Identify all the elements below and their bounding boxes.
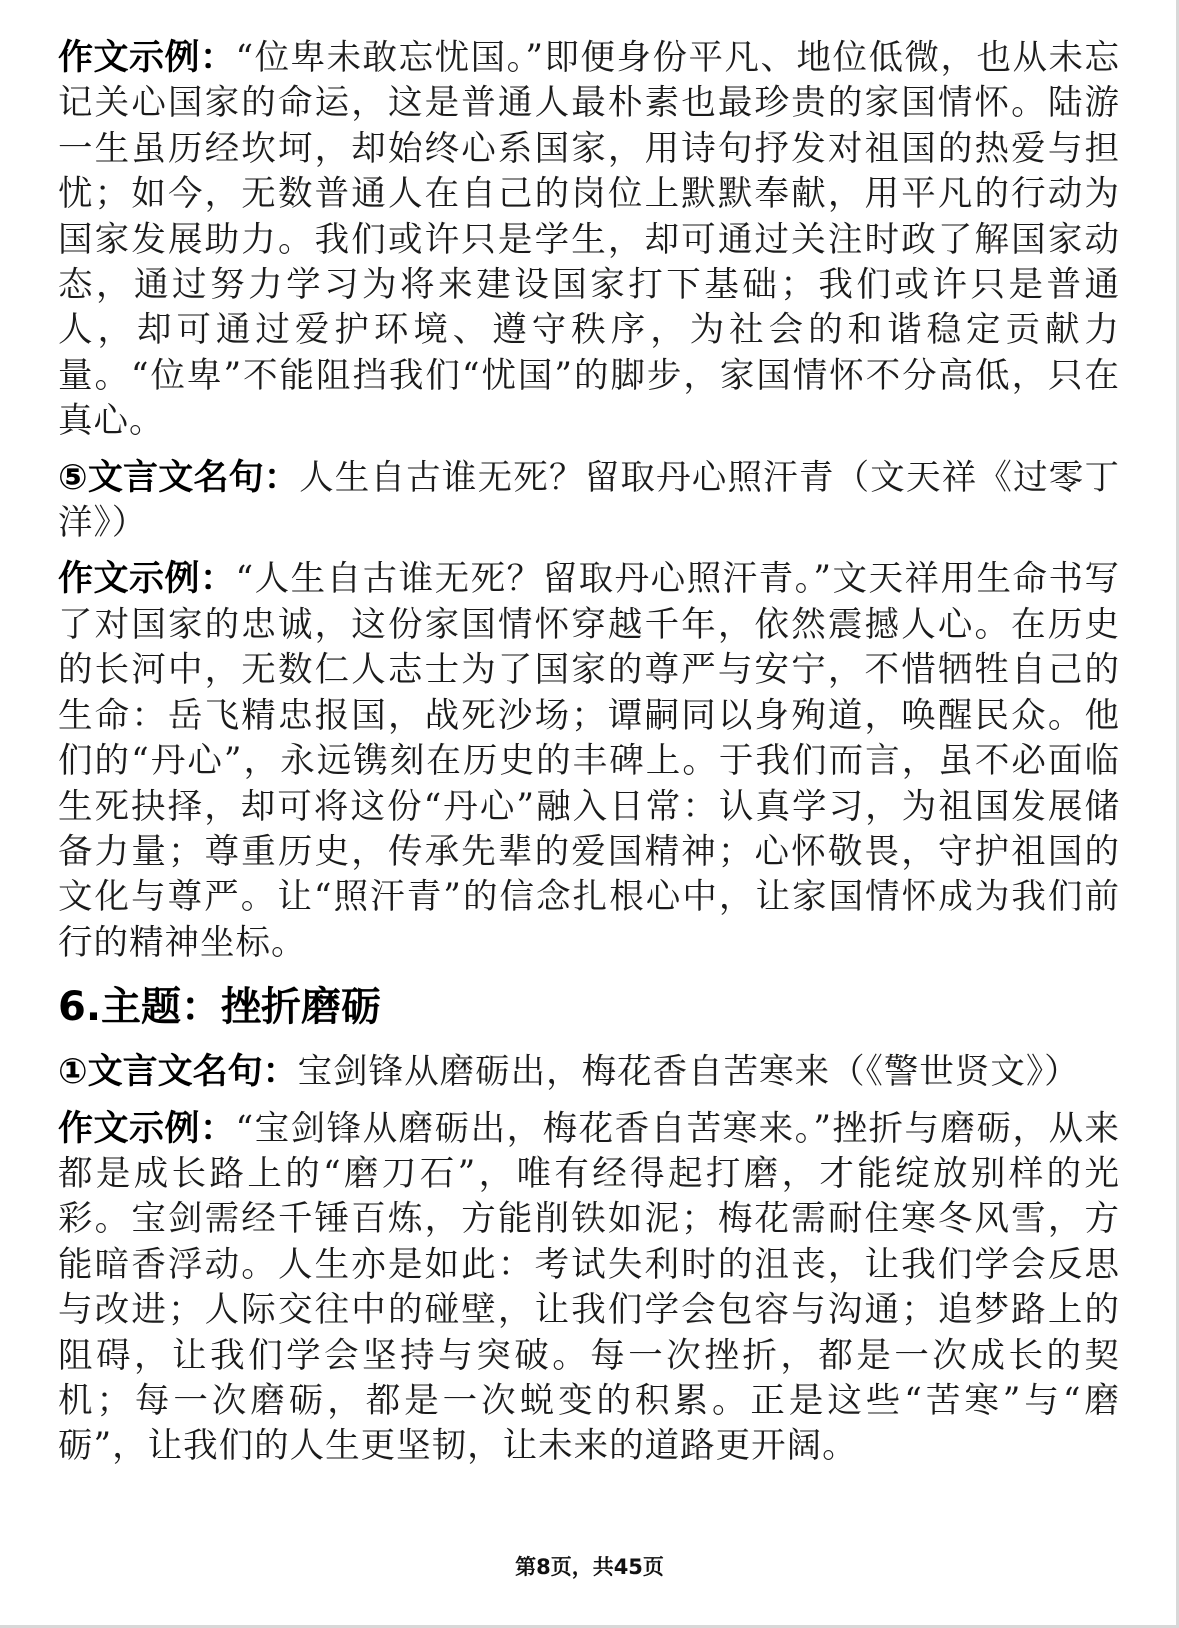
classical-quote-label: ⑤文言文名句： (58, 457, 300, 498)
essay-example-label: 作文示例： (58, 559, 236, 600)
essay-example-paragraph (58, 1107, 1120, 1470)
essay-example-label: 作文示例： (58, 1108, 236, 1149)
essay-example-paragraph (58, 36, 1120, 445)
essay-example-text: “宝剑锋从磨砺出，梅花香自苦寒来。”挫折与磨砺，从来都是成长路上的“磨刀石”，唯有经得起打磨，才能绽放别样的光彩。宝剑需经千锤百炼，方能削铁如泥；梅花需耐住寒冬风雪，方能暗香浮动。人生亦是如此：考试失利时的沮丧，让我们学会反思与改进；人际交往中的碰壁，让我们学会包容与沟通；追梦路上的阻碍，让我们学会坚持与突破。每一次挫折，都是一次成长的契机；每一次磨砺，都是一次蜕变的积累。正是这些“苦寒”与“磨砺”，让我们的人生更坚韧，让未来的道路更开阔。 (58, 1108, 1120, 1467)
essay-example-label: 作文示例： (58, 38, 236, 78)
classical-quote-text: 宝剑锋从磨砺出，梅花香自苦寒来（《警世贤文》） (297, 1052, 1080, 1093)
classical-quote-paragraph (58, 1050, 1120, 1095)
essay-example-text: “人生自古谁无死？留取丹心照汗青。”文天祥用生命书写了对国家的忠诚，这份家国情怀穿越千年，依然震撼人心。在历史的长河中，无数仁人志士为了国家的尊严与安宁，不惜牺牲自己的生命：岳飞精忠报国，战死沙场；谭嗣同以身殉道，唤醒民众。他们的“丹心”，永远镌刻在历史的丰碑上。于我们而言，虽不必面临生死抉择，却可将这份“丹心”融入日常：认真学习，为祖国发展储备力量；尊重历史，传承先辈的爱国精神；心怀敬畏，守护祖国的文化与尊严。让“照汗青”的信念扎根心中，让家国情怀成为我们前行的精神坐标。 (58, 559, 1120, 963)
theme-heading: 6.主题：挫折磨砺 (58, 984, 382, 1031)
classical-quote-paragraph (58, 456, 1120, 547)
classical-quote-label: ①文言文名句： (58, 1052, 298, 1093)
essay-example-paragraph (58, 557, 1120, 966)
classical-quote-text: 人生自古谁无死？留取丹心照汗青（文天祥《过零丁洋》） (58, 457, 1121, 544)
page-number-footer: 第8页，共45页 (515, 1555, 664, 1579)
page-content (58, 36, 1120, 1470)
essay-example-text: “位卑未敢忘忧国。”即便身份平凡、地位低微，也从未忘记关心国家的命运，这是普通人最朴素也最珍贵的家国情怀。陆游一生虽历经坎坷，却始终心系国家，用诗句抒发对祖国的热爱与担忧；如今，无数普通人在自己的岗位上默默奉献，用平凡的行动为国家发展助力。我们或许只是学生，却可通过关注时政了解国家动态，通过努力学习为将来建设国家打下基础；我们或许只是普通人，却可通过爱护环境、遵守秩序，为社会的和谐稳定贡献力量。“位卑”不能阻挡我们“忧国”的脚步，家国情怀不分高低，只在真心。 (58, 38, 1120, 442)
